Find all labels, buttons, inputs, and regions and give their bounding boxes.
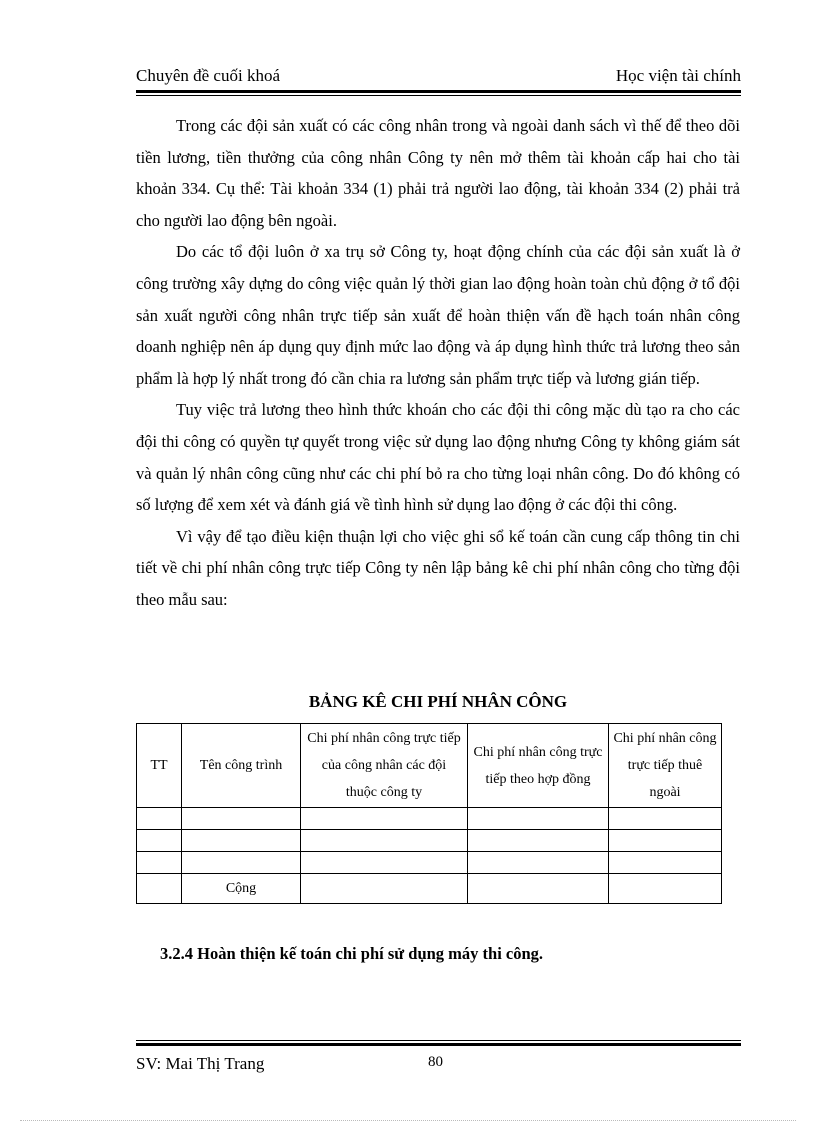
footer-student: SV: Mai Thị Trang [136, 1054, 265, 1073]
header-project: Tên công trình [182, 724, 301, 808]
footer-rule-thin [136, 1040, 741, 1041]
header-right: Học viện tài chính [615, 66, 741, 85]
table-row [137, 852, 722, 874]
header-rule-thin [136, 95, 741, 96]
page-number: 80 [428, 1054, 443, 1070]
table-total-row [137, 874, 722, 904]
labor-cost-table [136, 723, 722, 904]
page-header [136, 66, 741, 88]
section-heading: 3.2.4 Hoàn thiện kế toán chi phí sử dụng máy thi công. [160, 944, 544, 963]
paragraph: Vì vậy để tạo điều kiện thuận lợi cho việc ghi sổ kế toán cần cung cấp thông tin chi tiết về chi phí nhân công trực tiếp Công ty nên lập bảng kê chi phí nhân công cho từng đội theo mẫu sau: [136, 526, 740, 609]
paragraph: Tuy việc trả lương theo hình thức khoán cho các đội thi công mặc dù tạo ra cho các đội thi công có quyền tự quyết trong việc sử dụng lao động nhưng Công ty không giám sát và quản lý nhân công cũng như các chi phí bỏ ra cho từng loại nhân công. Do đó không có số lượng để xem xét và đánh giá về tình hình sử dụng lao động ở các đội thi công. [136, 400, 740, 515]
total-label: Cộng [182, 874, 301, 904]
header-contract-cost: Chi phí nhân công trực tiếp theo hợp đồng [468, 724, 609, 808]
header-outsourced-cost: Chi phí nhân công trực tiếp thuê ngoài [609, 724, 722, 808]
header-internal-cost: Chi phí nhân công trực tiếp của công nhân các đội thuộc công ty [301, 724, 468, 808]
paragraph: Do các tổ đội luôn ở xa trụ sở Công ty, hoạt động chính của các đội sản xuất là ở công trường xây dựng do công việc quản lý thời gian lao động hoàn toàn chủ động ở tổ đội sản xuất người công nhân trực tiếp sản xuất để hoàn thiện vấn đề hạch toán nhân công doanh nghiệp nên áp dụng quy định mức lao động và áp dụng hình thức trả lương theo sản phẩm là hợp lý nhất trong đó cần chia ra lương sản phẩm trực tiếp và lương gián tiếp. [136, 242, 740, 388]
body-text [136, 110, 740, 616]
table-header-row [137, 724, 722, 808]
header-tt: TT [137, 724, 182, 808]
header-rule [136, 90, 741, 93]
page-edge [20, 1120, 796, 1121]
table-row [137, 830, 722, 852]
paragraph: Trong các đội sản xuất có các công nhân trong và ngoài danh sách vì thế để theo dõi tiền lương, tiền thưởng của công nhân Công ty nên mở thêm tài khoản cấp hai cho tài khoản 334. Cụ thể: Tài khoản 334 (1) phải trả người lao động, tài khoản 334 (2) phải trả cho người lao động bên ngoài. [136, 116, 740, 230]
table-row [137, 808, 722, 830]
header-left: Chuyên đề cuối khoá [136, 66, 280, 85]
table-title: BẢNG KÊ CHI PHÍ NHÂN CÔNG [308, 692, 568, 711]
footer-rule [136, 1043, 741, 1046]
